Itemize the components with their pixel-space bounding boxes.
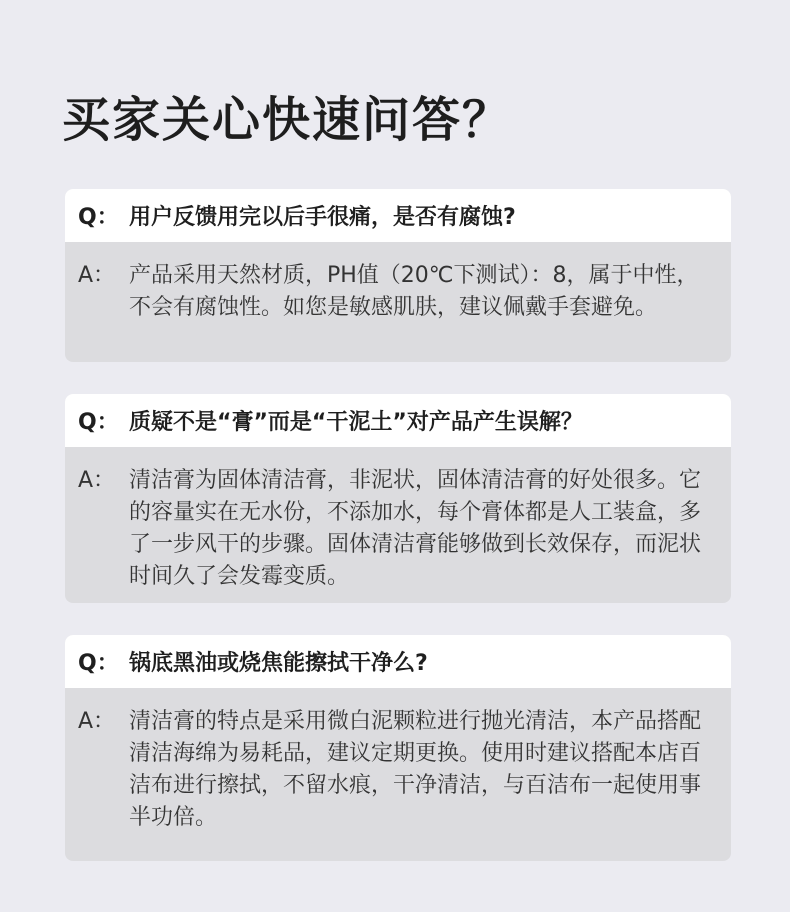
answer-prefix: A：: [78, 468, 116, 493]
question-row: [65, 189, 731, 242]
answer-row: [65, 447, 731, 603]
question-row: [65, 394, 731, 447]
question-prefix: Q：: [78, 651, 119, 676]
answer-row: [65, 688, 731, 846]
answer-text: 产品采用天然材质，PH值（20℃下测试）：8，属于中性，不会有腐蚀性。如您是敏感肌肤，建议佩戴手套避免。: [129, 263, 699, 320]
answer-row: [65, 242, 731, 336]
faq-card-1: [65, 189, 731, 362]
faq-card-3: [65, 635, 731, 861]
question-text: 用户反馈用完以后手很痛，是否有腐蚀?: [129, 205, 516, 230]
question-prefix: Q：: [78, 410, 119, 435]
answer-text: 清洁膏为固体清洁膏，非泥状，固体清洁膏的好处很多。它的容量实在无水份，不添加水，每个膏体都是人工装盒，多了一步风干的步骤。固体清洁膏能够做到长效保存，而泥状时间久了会发霉变质。: [129, 468, 702, 589]
question-text: 质疑不是“膏”而是“干泥土”对产品产生误解？: [129, 410, 583, 435]
answer-text: 清洁膏的特点是采用微白泥颗粒进行抛光清洁，本产品搭配清洁海绵为易耗品，建议定期更换。使用时建议搭配本店百洁布进行擦拭，不留水痕，干净清洁，与百洁布一起使用事半功倍。: [129, 709, 702, 830]
page-title: 买家关心快速问答？: [62, 92, 513, 148]
faq-card-2: [65, 394, 731, 603]
question-prefix: Q：: [78, 205, 119, 230]
answer-prefix: A：: [78, 263, 116, 288]
question-text: 锅底黑油或烧焦能擦拭干净么?: [129, 651, 428, 676]
question-row: [65, 635, 731, 688]
answer-prefix: A：: [78, 709, 116, 734]
